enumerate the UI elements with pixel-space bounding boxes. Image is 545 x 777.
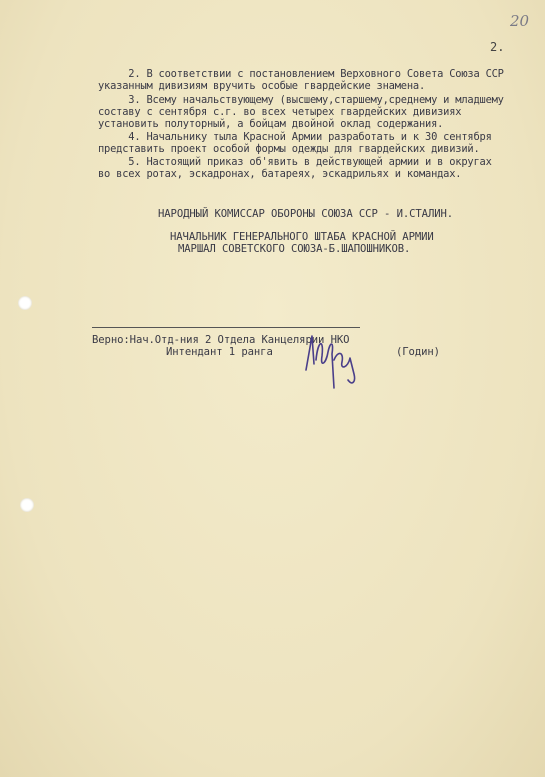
certification-name: (Годин): [396, 346, 440, 358]
body-line: 3. Всему начальствующему (высшему,старшему,среднему и младшему: [98, 94, 504, 106]
punch-hole-bottom: [20, 498, 34, 512]
body-line: представить проект особой формы одежды для гвардейских дивизий.: [98, 143, 480, 155]
punch-hole-top: [18, 296, 32, 310]
commissar-signature-line: НАРОДНЫЙ КОМИССАР ОБОРОНЫ СОЮЗА ССР - И.СТАЛИН.: [158, 208, 454, 220]
body-line: составу с сентября с.г. во всех четырех гвардейских дивизиях: [98, 106, 462, 118]
separator-rule: [92, 327, 360, 328]
body-line: 4. Начальнику тыла Красной Армии разработать и к 30 сентября: [98, 131, 492, 143]
chief-of-staff-line-2: МАРШАЛ СОВЕТСКОГО СОЮЗА-Б.ШАПОШНИКОВ.: [178, 243, 411, 255]
certification-line-1: Верно:Нач.Отд-ния 2 Отдела Канцелярии НКО: [92, 334, 350, 346]
body-line: установить полуторный, а бойцам двойной оклад содержания.: [98, 118, 444, 130]
body-line: 5. Настоящий приказ об'явить в действующей армии и в округах: [98, 156, 492, 168]
archive-sheet-number: 20: [510, 12, 530, 30]
body-line: во всех ротах, эскадронах, батареях, эскадрильях и командах.: [98, 168, 462, 180]
certification-line-2: Интендант 1 ранга: [166, 346, 273, 358]
page-number: 2.: [490, 40, 505, 54]
body-line: 2. В соответствии с постановлением Верховного Совета Союза ССР: [98, 68, 504, 80]
handwritten-signature: [298, 330, 368, 390]
body-line: указанным дивизиям вручить особые гвардейские знамена.: [98, 80, 426, 92]
chief-of-staff-line-1: НАЧАЛЬНИК ГЕНЕРАЛЬНОГО ШТАБА КРАСНОЙ АРМИИ: [170, 231, 434, 243]
